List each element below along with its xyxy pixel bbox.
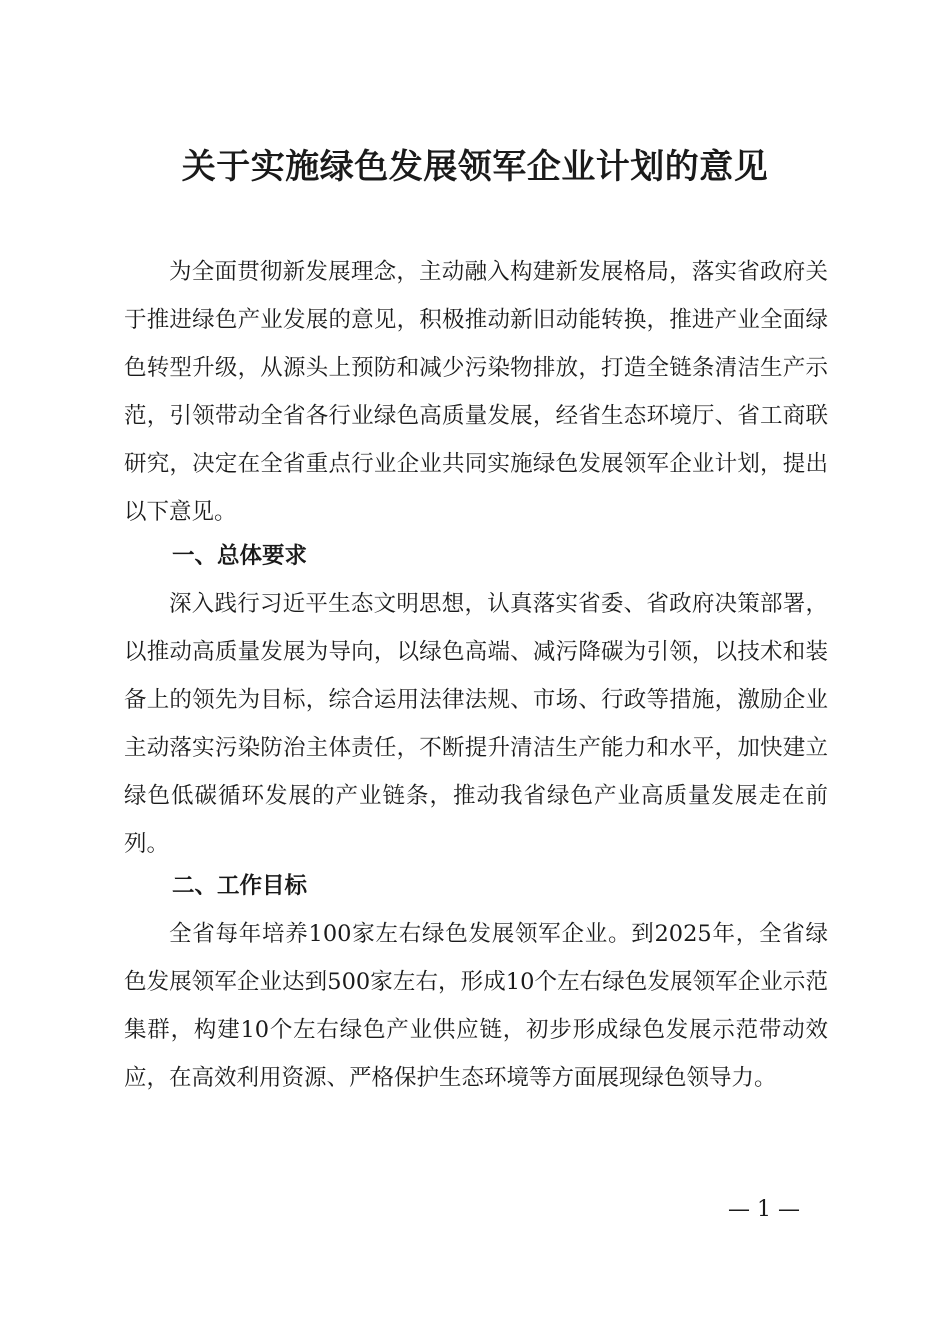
intro-paragraph: 为全面贯彻新发展理念，主动融入构建新发展格局，落实省政府关于推进绿色产业发展的意见，积极推动新旧动能转换，推进产业全面绿色转型升级，从源头上预防和减少污染物排放，打造全链条清洁生产示范，引领带动全省各行业绿色高质量发展，经省生态环境厅、省工商联研究，决定在全省重点行业企业共同实施绿色发展领军企业计划，提出以下意见。 [124,259,828,525]
general-requirements-paragraph: 深入践行习近平生态文明思想，认真落实省委、省政府决策部署，以推动高质量发展为导向，以绿色高端、减污降碳为引领，以技术和装备上的领先为目标，综合运用法律法规、市场、行政等措施，激励企业主动落实污染防治主体责任，不断提升清洁生产能力和水平，加快建立绿色低碳循环发展的产业链条，推动我省绿色产业高质量发展走在前列。 [124,591,828,857]
section-heading-work-goals: 二、工作目标 [172,873,308,899]
document-title: 关于实施绿色发展领军企业计划的意见 [181,147,769,187]
work-goals-paragraph: 全省每年培养100家左右绿色发展领军企业。到2025年，全省绿色发展领军企业达到500家左右，形成10个左右绿色发展领军企业示范集群，构建10个左右绿色产业供应链，初步形成绿色发展示范带动效应，在高效利用资源、严格保护生态环境等方面展现绿色领导力。 [124,921,828,1091]
section-heading-general-requirements: 一、总体要求 [172,543,308,569]
page-number: — 1 — [728,1197,800,1222]
